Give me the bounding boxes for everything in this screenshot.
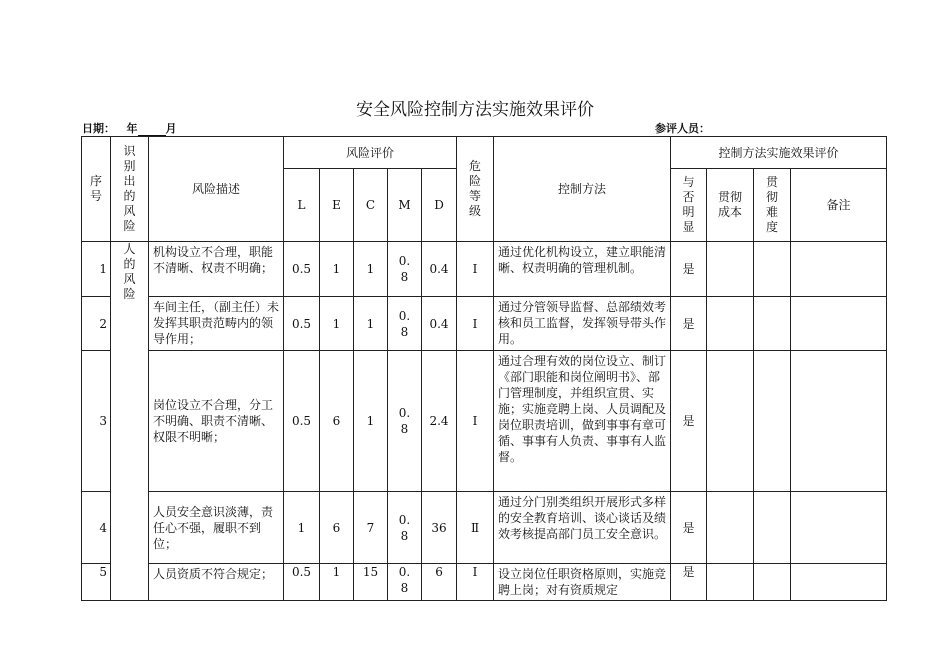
- cell-D: 0.4: [422, 242, 457, 297]
- table-row: [82, 242, 887, 297]
- cell-C: 7: [354, 492, 388, 564]
- header-seq-text: 序 号: [89, 174, 102, 203]
- header-E: E: [320, 169, 354, 242]
- cell-desc: 人员安全意识淡薄，责任心不强，履职不到位；: [149, 492, 284, 564]
- cell-L: 0.5: [284, 351, 320, 492]
- header-cost: [707, 169, 754, 242]
- cell-difficulty: [754, 242, 791, 297]
- header-L: L: [284, 169, 320, 242]
- cell-cost: [707, 492, 754, 564]
- table-row: [82, 297, 887, 351]
- cell-difficulty: [754, 297, 791, 351]
- cell-seq: 5: [82, 564, 111, 601]
- header-remark: 备注: [791, 169, 887, 242]
- cell-difficulty: [754, 564, 791, 601]
- cell-clear: 是: [671, 564, 707, 601]
- header-identified-text: 识 别 出 的 风 险: [123, 144, 136, 233]
- cell-C: 1: [354, 242, 388, 297]
- cell-C: 15: [354, 564, 388, 601]
- cell-category: [111, 242, 149, 601]
- cell-remark: [791, 242, 887, 297]
- cell-remark: [791, 564, 887, 601]
- header-C: C: [354, 169, 388, 242]
- cell-level: Ⅱ: [457, 492, 494, 564]
- header-difficulty-text: 贯 彻 难 度: [766, 175, 779, 234]
- header-danger-level: [457, 137, 494, 242]
- cell-desc: 人员资质不符合规定；: [149, 564, 284, 601]
- cell-desc: 岗位设立不合理，分工不明确、职责不清晰、权限不明晰；: [149, 351, 284, 492]
- cell-M-text: 0. 8: [398, 254, 411, 284]
- cell-cost: [707, 242, 754, 297]
- cell-M-text: 0. 8: [398, 406, 411, 436]
- cell-remark: [791, 297, 887, 351]
- header-risk-desc: 风险描述: [149, 137, 284, 242]
- cell-clear: 是: [671, 242, 707, 297]
- header-cost-text: 贯彻 成本: [718, 190, 743, 219]
- cell-clear: 是: [671, 351, 707, 492]
- cell-remark: [791, 351, 887, 492]
- table-row: [82, 351, 887, 492]
- header-clear-text: 与 否 明 显: [682, 175, 695, 234]
- cell-level: Ⅰ: [457, 351, 494, 492]
- cell-E: 6: [320, 351, 354, 492]
- cell-M: [388, 351, 422, 492]
- cell-M: [388, 564, 422, 601]
- cell-remark: [791, 492, 887, 564]
- evaluation-table: [81, 136, 887, 601]
- cell-C: 1: [354, 297, 388, 351]
- category-text: 人 的 风 险: [123, 242, 136, 301]
- cell-seq: 4: [82, 492, 111, 564]
- header-difficulty: [754, 169, 791, 242]
- cell-cost: [707, 351, 754, 492]
- cell-L: 0.5: [284, 297, 320, 351]
- cell-D: 6: [422, 564, 457, 601]
- month-blank: [138, 125, 166, 136]
- cell-cost: [707, 564, 754, 601]
- cell-E: 1: [320, 242, 354, 297]
- header-risk-eval: 风险评价: [284, 137, 457, 169]
- cell-difficulty: [754, 351, 791, 492]
- cell-clear: 是: [671, 492, 707, 564]
- cell-method: 通过分管领导监督、总部绩效考核和员工监督，发挥领导带头作用。: [494, 297, 671, 351]
- cell-D: 0.4: [422, 297, 457, 351]
- header-identified: [111, 137, 149, 242]
- date-label: 日期：: [82, 122, 115, 135]
- cell-M: [388, 242, 422, 297]
- cell-seq: 1: [82, 242, 111, 297]
- table-row: [82, 492, 887, 564]
- cell-L: 0.5: [284, 242, 320, 297]
- cell-M-text: 0. 8: [398, 308, 411, 339]
- cell-E: 1: [320, 297, 354, 351]
- header-clear: [671, 169, 707, 242]
- table-row: [82, 564, 887, 601]
- header-seq: [82, 137, 111, 242]
- header-control-method: 控制方法: [494, 137, 671, 242]
- header-row-1: [82, 137, 887, 169]
- cell-E: 6: [320, 492, 354, 564]
- page-title: 安全风险控制方法实施效果评价: [356, 100, 594, 120]
- cell-seq: 2: [82, 297, 111, 351]
- cell-L: 0.5: [284, 564, 320, 601]
- cell-M: [388, 297, 422, 351]
- month-label: 月: [165, 122, 177, 135]
- cell-cost: [707, 297, 754, 351]
- cell-desc: 机构设立不合理，职能不清晰、权责不明确；: [149, 242, 284, 297]
- cell-desc: 车间主任，（副主任）未发挥其职责范畴内的领导作用；: [149, 297, 284, 351]
- cell-L: 1: [284, 492, 320, 564]
- reviewer-label: 参评人员：: [655, 122, 710, 135]
- cell-method: 通过分门别类组织开展形式多样的安全教育培训、谈心谈话及绩效考核提高部门员工安全意识。: [494, 492, 671, 564]
- cell-C: 1: [354, 351, 388, 492]
- cell-difficulty: [754, 492, 791, 564]
- cell-M-text: 0. 8: [398, 565, 411, 595]
- header-M: M: [388, 169, 422, 242]
- cell-method: 设立岗位任职资格原则，实施竞聘上岗；对有资质规定: [494, 564, 671, 601]
- cell-seq: 3: [82, 351, 111, 492]
- cell-D: 36: [422, 492, 457, 564]
- cell-M-text: 0. 8: [398, 512, 411, 543]
- cell-method: 通过合理有效的岗位设立、制订《部门职能和岗位阐明书》、部门管理制度，并组织宣贯、实施；实施竞聘上岗、人员调配及岗位职责培训，做到事事有章可循、事事有人负责、事事有人监督。: [494, 351, 671, 492]
- header-effect-eval: 控制方法实施效果评价: [671, 137, 887, 169]
- cell-M: [388, 492, 422, 564]
- date-line: [82, 120, 177, 136]
- cell-clear: 是: [671, 297, 707, 351]
- cell-level: Ⅰ: [457, 242, 494, 297]
- cell-level: Ⅰ: [457, 297, 494, 351]
- cell-level: Ⅰ: [457, 564, 494, 601]
- header-danger-level-text: 危 险 等 级: [469, 159, 482, 218]
- cell-method: 通过优化机构设立，建立职能清晰、权责明确的管理机制。: [494, 242, 671, 297]
- year-label: 年: [126, 122, 138, 135]
- header-D: D: [422, 169, 457, 242]
- cell-D: 2.4: [422, 351, 457, 492]
- cell-E: 1: [320, 564, 354, 601]
